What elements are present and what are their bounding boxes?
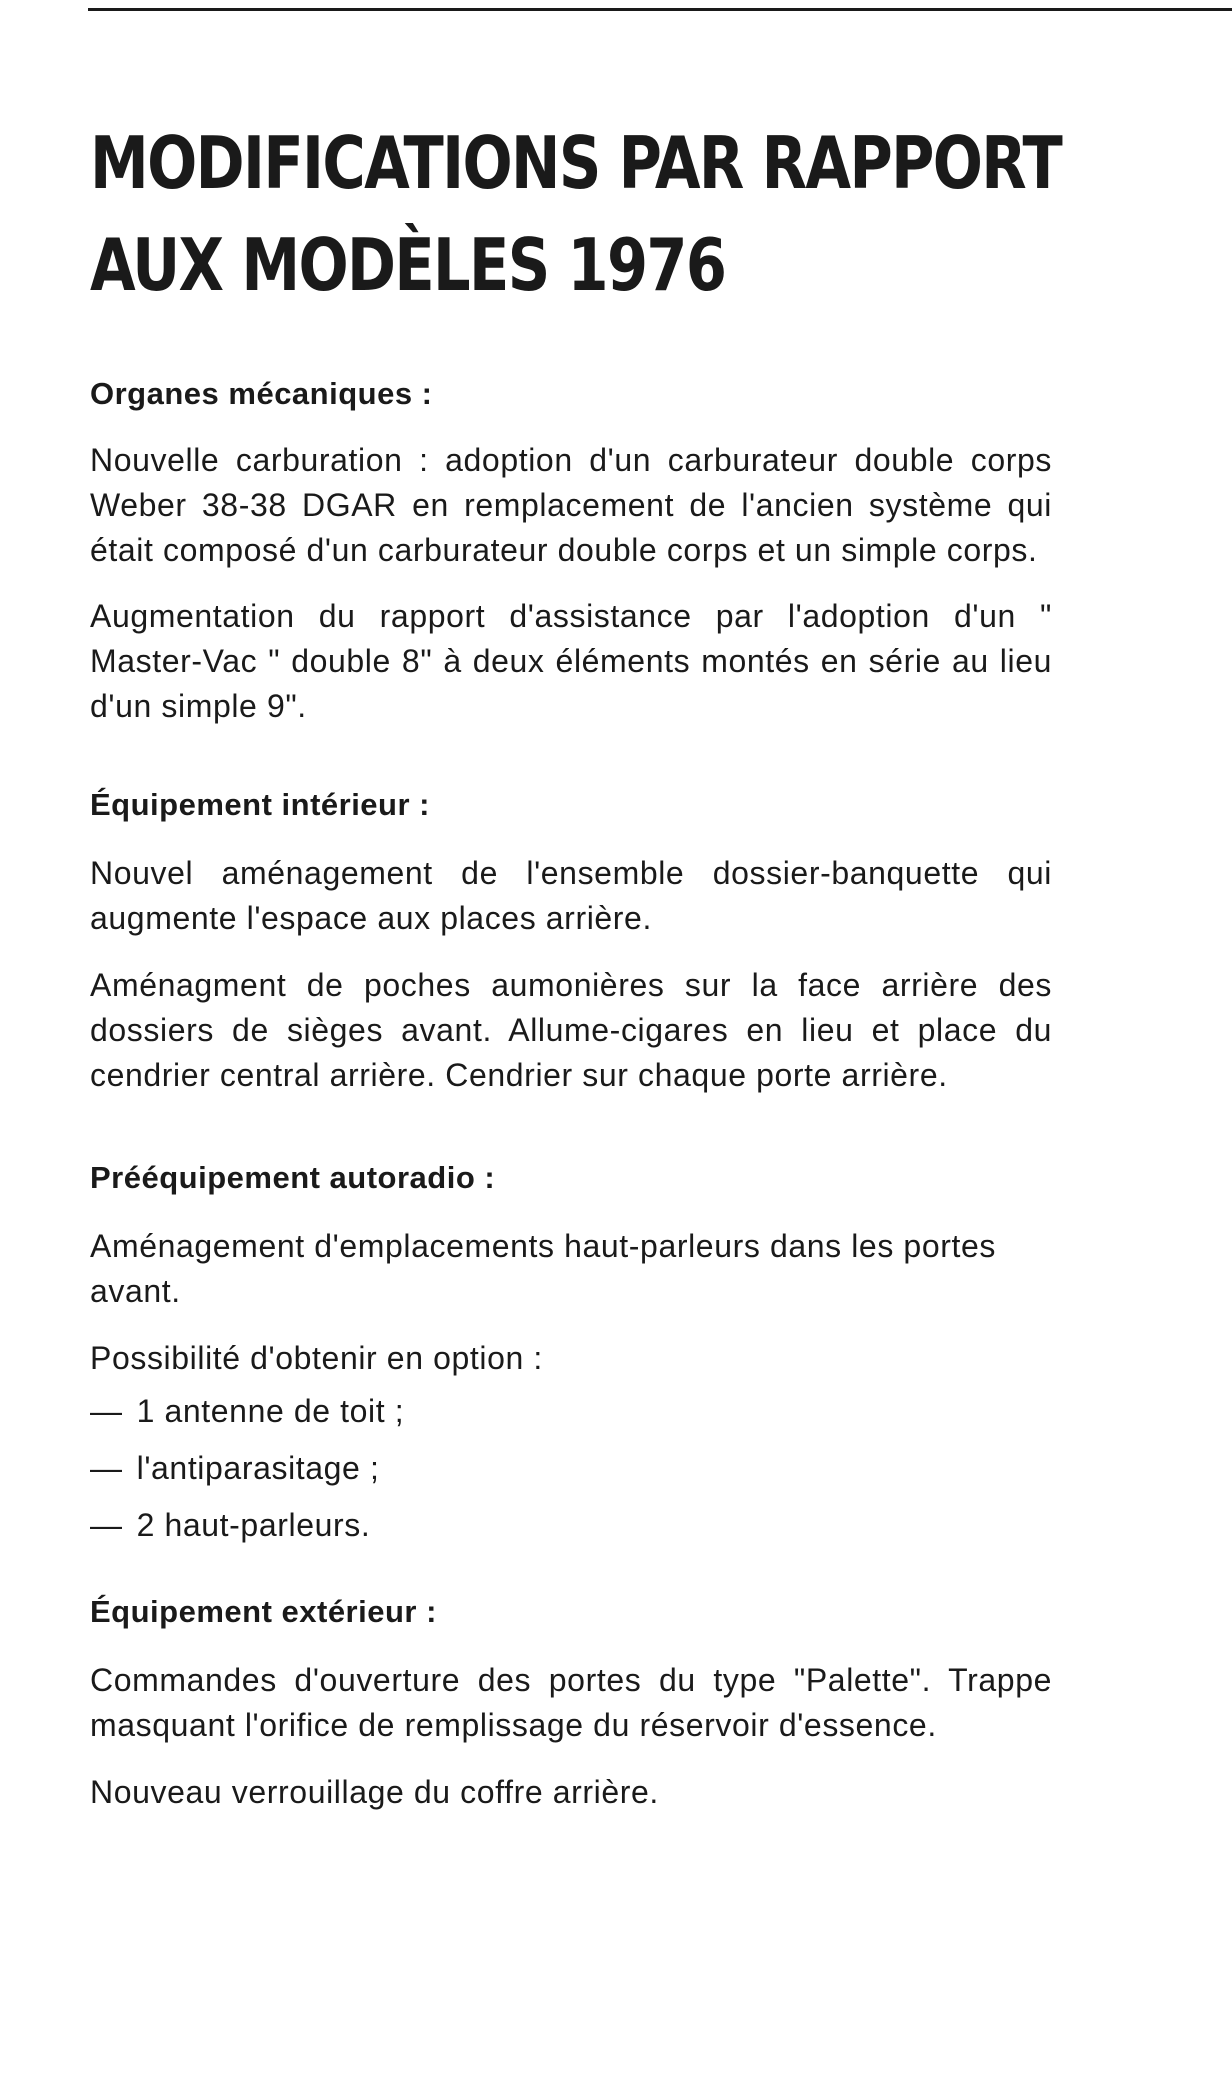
section-organes-mecaniques — [90, 374, 1052, 729]
section-preequipement-autoradio — [90, 1158, 1052, 1548]
section-heading: Équipement extérieur : — [90, 1594, 437, 1629]
list-item-text: 2 haut-parleurs. — [136, 1507, 371, 1543]
paragraph: Nouveau verrouillage du coffre arrière. — [90, 1774, 659, 1810]
list-item — [90, 1503, 1052, 1548]
section-equipement-exterieur — [90, 1592, 1052, 1815]
paragraph: Commandes d'ouverture des portes du type "Palette". Trappe masquant l'orifice de remplissage du réservoir d'essence. — [90, 1662, 1052, 1743]
list-item-text: l'antiparasitage ; — [136, 1450, 380, 1486]
list-item-text: 1 antenne de toit ; — [136, 1393, 405, 1429]
title-line-1: MODIFICATIONS PAR RAPPORT — [90, 121, 1062, 205]
list-marker: — — [90, 1507, 123, 1543]
list-item — [90, 1389, 1052, 1434]
paragraph: Nouvelle carburation : adoption d'un carburateur double corps Weber 38-38 DGAR en remplacement de l'ancien système qui était composé d'un carburateur double corps et un simple corps. — [90, 442, 1052, 568]
list-marker: — — [90, 1450, 123, 1486]
title-line-2: AUX MODÈLES 1976 — [90, 223, 726, 307]
section-heading: Prééquipement autoradio : — [90, 1160, 496, 1195]
paragraph: Aménagement d'emplacements haut-parleurs dans les portes avant. — [90, 1228, 996, 1309]
section-equipement-interieur — [90, 785, 1052, 1098]
document-body — [90, 112, 1062, 1815]
section-heading: Organes mécaniques : — [90, 376, 433, 411]
page-title — [90, 112, 1062, 316]
list-item — [90, 1446, 1052, 1491]
paragraph: Aménagment de poches aumonières sur la face arrière des dossiers de sièges avant. Allume-cigares en lieu et place du cendrier central arrière. Cendrier sur chaque porte arrière. — [90, 967, 1052, 1093]
option-list — [90, 1389, 1052, 1548]
paragraph: Augmentation du rapport d'assistance par l'adoption d'un " Master-Vac " double 8" à deux éléments montés en série au lieu d'un simple 9". — [90, 598, 1052, 724]
paragraph: Possibilité d'obtenir en option : — [90, 1340, 543, 1376]
list-marker: — — [90, 1393, 123, 1429]
top-rule — [88, 8, 1232, 11]
paragraph: Nouvel aménagement de l'ensemble dossier-banquette qui augmente l'espace aux places arrière. — [90, 855, 1052, 936]
section-heading: Équipement intérieur : — [90, 787, 430, 822]
